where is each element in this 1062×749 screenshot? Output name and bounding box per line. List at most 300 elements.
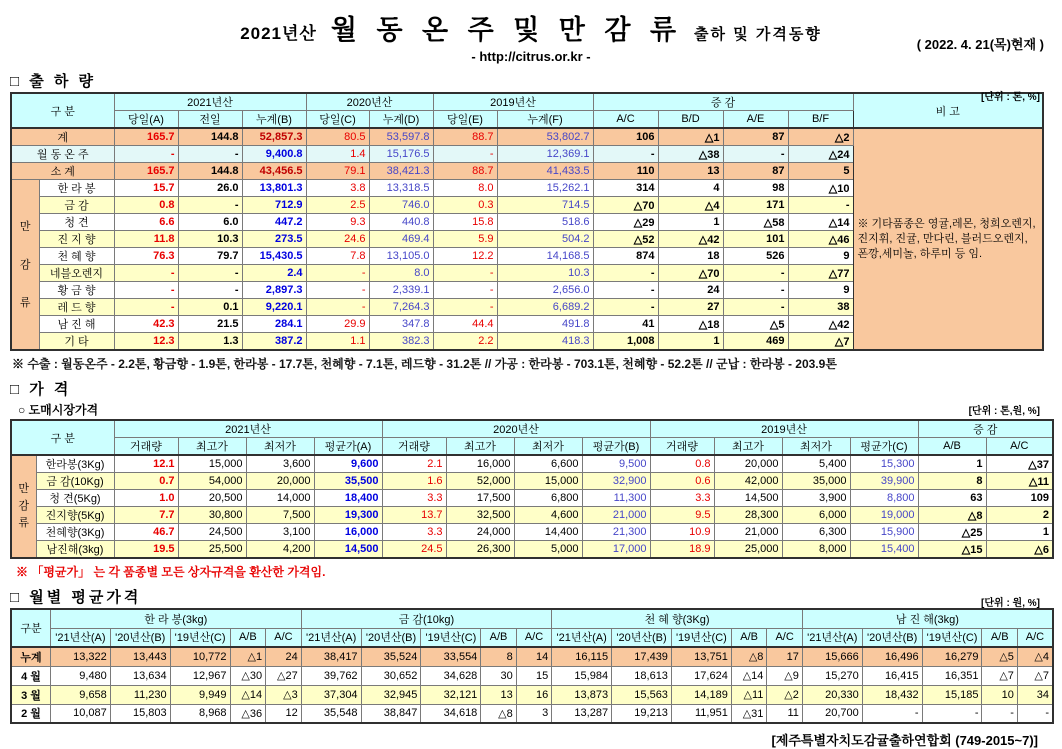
value-cell: 11,230 (110, 685, 170, 704)
value-cell: △42 (788, 316, 853, 333)
value-cell: 12.2 (433, 248, 497, 265)
value-cell: - (114, 265, 178, 282)
col-header: 최고가 (446, 438, 514, 456)
value-cell: 0.6 (650, 473, 714, 490)
value-cell: 52,857.3 (242, 128, 306, 146)
value-cell: 41 (593, 316, 658, 333)
value-cell: 14 (516, 647, 551, 666)
value-cell: 15,176.5 (369, 146, 433, 163)
col-group-2021: 2021년산 (114, 93, 306, 111)
value-cell: 15,400 (850, 541, 918, 559)
value-cell: - (433, 265, 497, 282)
value-cell: △1 (230, 647, 266, 666)
row-label: 3 월 (11, 685, 50, 704)
value-cell: 10.3 (497, 265, 593, 282)
value-cell: 1 (658, 214, 723, 231)
value-cell: 41,433.5 (497, 163, 593, 180)
value-cell: 19,213 (612, 704, 672, 723)
value-cell: 24.6 (306, 231, 369, 248)
value-cell: 13,873 (552, 685, 612, 704)
col-header: B/F (788, 111, 853, 129)
value-cell: - (114, 282, 178, 299)
value-cell: 80.5 (306, 128, 369, 146)
col-header: 당일(A) (114, 111, 178, 129)
col-header-gubun: 구 분 (11, 420, 114, 455)
col-header: 최고가 (714, 438, 782, 456)
value-cell: 32,500 (446, 507, 514, 524)
value-cell: 3.3 (382, 490, 446, 507)
value-cell: △58 (723, 214, 788, 231)
subsection-title-wholesale: ○ 도매시장가격 (18, 403, 99, 417)
value-cell: △10 (788, 180, 853, 197)
value-cell: - (306, 282, 369, 299)
page-title (8, 4, 1054, 47)
col-header: '19년산(C) (421, 628, 481, 647)
value-cell: 8 (918, 473, 986, 490)
value-cell: 13,318.5 (369, 180, 433, 197)
value-cell: - (593, 265, 658, 282)
row-label: 청 견(5Kg) (36, 490, 114, 507)
value-cell: 440.8 (369, 214, 433, 231)
value-cell: △8 (918, 507, 986, 524)
value-cell: 9,480 (50, 666, 110, 685)
row-label: 청 견 (39, 214, 114, 231)
section-title-price: □ 가 격 (10, 381, 72, 398)
value-cell: 10,772 (170, 647, 230, 666)
value-cell: 98 (723, 180, 788, 197)
value-cell: 8.0 (369, 265, 433, 282)
value-cell: 3.8 (306, 180, 369, 197)
value-cell: 9,658 (50, 685, 110, 704)
value-cell: 38,421.3 (369, 163, 433, 180)
value-cell: 15,300 (850, 455, 918, 473)
value-cell: 9,600 (314, 455, 382, 473)
col-header: '19년산(C) (170, 628, 230, 647)
value-cell: △42 (658, 231, 723, 248)
value-cell: 11,300 (582, 490, 650, 507)
value-cell: - (433, 299, 497, 316)
row-label: 네블오렌지 (39, 265, 114, 282)
value-cell: 42.3 (114, 316, 178, 333)
shipment-row (11, 128, 1043, 146)
col-header: '20년산(B) (612, 628, 672, 647)
value-cell: 15,000 (514, 473, 582, 490)
value-cell: △25 (918, 524, 986, 541)
price-footnote: ※ 「평균가」 는 각 품종별 모든 상자규격을 환산한 가격임. (16, 565, 326, 579)
value-cell: 6,600 (514, 455, 582, 473)
value-cell: 5 (788, 163, 853, 180)
value-cell: 20,000 (714, 455, 782, 473)
value-cell: 76.3 (114, 248, 178, 265)
value-cell: 1.3 (178, 333, 242, 351)
value-cell: 3 (516, 704, 551, 723)
value-cell: 447.2 (242, 214, 306, 231)
value-cell: 15,262.1 (497, 180, 593, 197)
value-cell: 0.8 (650, 455, 714, 473)
value-cell: 15.7 (114, 180, 178, 197)
value-cell: - (723, 265, 788, 282)
value-cell: 5.9 (433, 231, 497, 248)
title-main: 월 동 온 주 및 만 감 류 (330, 15, 683, 45)
col-header: 최저가 (782, 438, 850, 456)
value-cell: 6,800 (514, 490, 582, 507)
value-cell: 53,802.7 (497, 128, 593, 146)
value-cell: - (922, 704, 982, 723)
value-cell: 746.0 (369, 197, 433, 214)
value-cell: 16,415 (862, 666, 922, 685)
value-cell: 53,597.8 (369, 128, 433, 146)
col-header: 최저가 (246, 438, 314, 456)
value-cell: 8 (481, 647, 516, 666)
value-cell: △2 (788, 128, 853, 146)
col-group-hallabong: 한 라 봉(3kg) (50, 609, 301, 628)
value-cell: 87 (723, 163, 788, 180)
unit-label-shipment: [단위 : 톤, %] (981, 92, 1040, 103)
col-header: A/B (982, 628, 1017, 647)
value-cell: △4 (1017, 647, 1053, 666)
value-cell: 15.8 (433, 214, 497, 231)
wholesale-price-table (10, 419, 1054, 559)
row-label: 남진해(3kg) (36, 541, 114, 559)
value-cell: 18,400 (314, 490, 382, 507)
monthly-row (11, 685, 1053, 704)
value-cell: 518.6 (497, 214, 593, 231)
value-cell: 1.6 (382, 473, 446, 490)
col-header: 평균가(C) (850, 438, 918, 456)
value-cell: 15,984 (552, 666, 612, 685)
value-cell: 13,443 (110, 647, 170, 666)
value-cell: 38,847 (361, 704, 421, 723)
value-cell: 109 (986, 490, 1053, 507)
value-cell: 504.2 (497, 231, 593, 248)
value-cell: 38 (788, 299, 853, 316)
value-cell: 2,339.1 (369, 282, 433, 299)
col-header: 누계(D) (369, 111, 433, 129)
value-cell: △6 (986, 541, 1053, 559)
col-header: A/C (266, 628, 302, 647)
value-cell: 35,500 (314, 473, 382, 490)
report-date: ( 2022. 4. 21(목)현재 ) (916, 37, 1044, 52)
value-cell: 20,330 (802, 685, 862, 704)
row-label: 남 진 해 (39, 316, 114, 333)
group-label-mangamryu: 만 감 류 (11, 180, 39, 351)
col-group-change: 증 감 (918, 420, 1053, 438)
value-cell: 14,500 (314, 541, 382, 559)
col-header: 전일 (178, 111, 242, 129)
value-cell: 491.8 (497, 316, 593, 333)
value-cell: 44.4 (433, 316, 497, 333)
value-cell: △5 (982, 647, 1017, 666)
monthly-header-groups (11, 609, 1053, 628)
value-cell: 712.9 (242, 197, 306, 214)
value-cell: 14,189 (671, 685, 731, 704)
value-cell: 16,496 (862, 647, 922, 666)
value-cell: △8 (481, 704, 516, 723)
row-label: 천 혜 향 (39, 248, 114, 265)
value-cell: 13,105.0 (369, 248, 433, 265)
value-cell: - (593, 282, 658, 299)
value-cell: 15,270 (802, 666, 862, 685)
value-cell: 87 (723, 128, 788, 146)
value-cell: △14 (230, 685, 266, 704)
value-cell: △7 (788, 333, 853, 351)
value-cell: 15,430.5 (242, 248, 306, 265)
value-cell: △2 (767, 685, 802, 704)
price-row (11, 524, 1053, 541)
title-year: 2021년산 (240, 24, 317, 43)
value-cell: 382.3 (369, 333, 433, 351)
value-cell: 24 (658, 282, 723, 299)
value-cell: 24,500 (178, 524, 246, 541)
value-cell: 874 (593, 248, 658, 265)
value-cell: 17,000 (582, 541, 650, 559)
value-cell: 21,300 (582, 524, 650, 541)
value-cell: △1 (658, 128, 723, 146)
price-row (11, 507, 1053, 524)
value-cell: 284.1 (242, 316, 306, 333)
value-cell: 21,000 (582, 507, 650, 524)
row-label: 황 금 향 (39, 282, 114, 299)
value-cell: △37 (986, 455, 1053, 473)
value-cell: 9.5 (650, 507, 714, 524)
value-cell: - (788, 197, 853, 214)
value-cell: - (306, 265, 369, 282)
value-cell: 165.7 (114, 128, 178, 146)
value-cell: 469.4 (369, 231, 433, 248)
col-group-2019: 2019년산 (650, 420, 918, 438)
value-cell: 13 (658, 163, 723, 180)
price-row (11, 490, 1053, 507)
col-header: 당일(E) (433, 111, 497, 129)
value-cell: △77 (788, 265, 853, 282)
value-cell: 0.7 (114, 473, 178, 490)
value-cell: 347.8 (369, 316, 433, 333)
value-cell: - (433, 282, 497, 299)
value-cell: 18.9 (650, 541, 714, 559)
value-cell: 30 (481, 666, 516, 685)
row-label: 천혜향(3Kg) (36, 524, 114, 541)
col-header: 당일(C) (306, 111, 369, 129)
value-cell: 8,968 (170, 704, 230, 723)
value-cell: 24 (266, 647, 302, 666)
value-cell: - (178, 282, 242, 299)
value-cell: 2.5 (306, 197, 369, 214)
value-cell: 1 (658, 333, 723, 351)
value-cell: 14,400 (514, 524, 582, 541)
value-cell: △7 (1017, 666, 1053, 685)
value-cell: 5,400 (782, 455, 850, 473)
col-group-kumquat: 금 감(10kg) (301, 609, 552, 628)
value-cell: 42,000 (714, 473, 782, 490)
price-row (11, 455, 1053, 473)
value-cell: 21,000 (714, 524, 782, 541)
value-cell: 5,000 (514, 541, 582, 559)
group-label-mangamryu: 만 감 류 (11, 455, 36, 558)
value-cell: 16,115 (552, 647, 612, 666)
value-cell: 3.3 (650, 490, 714, 507)
row-label: 금 감(10Kg) (36, 473, 114, 490)
col-group-namjinhae: 남 진 해(3kg) (802, 609, 1053, 628)
value-cell: 25,000 (714, 541, 782, 559)
value-cell: 39,762 (301, 666, 361, 685)
row-label: 한라봉(3Kg) (36, 455, 114, 473)
value-cell: 52,000 (446, 473, 514, 490)
value-cell: 4 (658, 180, 723, 197)
col-header: B/D (658, 111, 723, 129)
section-title-shipment: □ 출 하 량 (10, 73, 97, 90)
publisher-footer: [제주특별자치도감귤출하연합회 (749-2015~7)] (771, 733, 1038, 748)
value-cell: 19,300 (314, 507, 382, 524)
col-header: A/C (1017, 628, 1053, 647)
value-cell: 10.9 (650, 524, 714, 541)
col-header: '21년산(A) (301, 628, 361, 647)
monthly-row (11, 704, 1053, 723)
col-header-remark: 비 고 (853, 93, 1043, 128)
value-cell: 12.1 (114, 455, 178, 473)
col-header: '19년산(C) (922, 628, 982, 647)
value-cell: 46.7 (114, 524, 178, 541)
value-cell: 28,300 (714, 507, 782, 524)
value-cell: 14,168.5 (497, 248, 593, 265)
value-cell: 24.5 (382, 541, 446, 559)
value-cell: 35,524 (361, 647, 421, 666)
value-cell: 12,967 (170, 666, 230, 685)
value-cell: 2 (986, 507, 1053, 524)
value-cell: 26,300 (446, 541, 514, 559)
row-label: 소 계 (11, 163, 114, 180)
value-cell: △9 (767, 666, 802, 685)
value-cell: 79.1 (306, 163, 369, 180)
value-cell: 20,000 (246, 473, 314, 490)
value-cell: △52 (593, 231, 658, 248)
value-cell: 1,008 (593, 333, 658, 351)
value-cell: 30,800 (178, 507, 246, 524)
unit-label-monthly: [단위 : 원, %] (981, 598, 1040, 609)
value-cell: 9 (788, 248, 853, 265)
value-cell: 1.0 (114, 490, 178, 507)
col-header: A/C (593, 111, 658, 129)
value-cell: 79.7 (178, 248, 242, 265)
value-cell: 2.2 (433, 333, 497, 351)
value-cell: 19,000 (850, 507, 918, 524)
col-group-2019: 2019년산 (433, 93, 593, 111)
value-cell: 7.7 (114, 507, 178, 524)
value-cell: 0.3 (433, 197, 497, 214)
value-cell: 16,279 (922, 647, 982, 666)
value-cell: 3,600 (246, 455, 314, 473)
value-cell: 10.3 (178, 231, 242, 248)
value-cell: 29.9 (306, 316, 369, 333)
value-cell: △3 (266, 685, 302, 704)
col-group-change: 증 감 (593, 93, 853, 111)
value-cell: △70 (658, 265, 723, 282)
value-cell: △11 (986, 473, 1053, 490)
value-cell: 54,000 (178, 473, 246, 490)
value-cell: 27 (658, 299, 723, 316)
value-cell: 8.0 (433, 180, 497, 197)
value-cell: △38 (658, 146, 723, 163)
col-header: '21년산(A) (50, 628, 110, 647)
row-label: 레 드 향 (39, 299, 114, 316)
value-cell: △14 (788, 214, 853, 231)
value-cell: 17,624 (671, 666, 731, 685)
col-header: 누계(B) (242, 111, 306, 129)
value-cell: 17,500 (446, 490, 514, 507)
value-cell: 3,100 (246, 524, 314, 541)
col-header: '21년산(A) (552, 628, 612, 647)
value-cell: - (178, 146, 242, 163)
value-cell: 17 (767, 647, 802, 666)
value-cell: 12,369.1 (497, 146, 593, 163)
value-cell: 0.8 (114, 197, 178, 214)
value-cell: △70 (593, 197, 658, 214)
value-cell: 418.3 (497, 333, 593, 351)
value-cell: 32,900 (582, 473, 650, 490)
value-cell: 32,945 (361, 685, 421, 704)
value-cell: 11 (767, 704, 802, 723)
value-cell: 3.3 (382, 524, 446, 541)
value-cell: 88.7 (433, 163, 497, 180)
value-cell: - (433, 146, 497, 163)
value-cell: △27 (266, 666, 302, 685)
value-cell: 13,751 (671, 647, 731, 666)
value-cell: 10,087 (50, 704, 110, 723)
monthly-row (11, 647, 1053, 666)
value-cell: 9,400.8 (242, 146, 306, 163)
value-cell: 165.7 (114, 163, 178, 180)
value-cell: 387.2 (242, 333, 306, 351)
value-cell: 106 (593, 128, 658, 146)
row-label: 기 타 (39, 333, 114, 351)
value-cell: 34,618 (421, 704, 481, 723)
value-cell: 19.5 (114, 541, 178, 559)
value-cell: 35,548 (301, 704, 361, 723)
value-cell: 6,689.2 (497, 299, 593, 316)
value-cell: 34 (1017, 685, 1053, 704)
value-cell: △31 (731, 704, 767, 723)
value-cell: △7 (982, 666, 1017, 685)
value-cell: 16 (516, 685, 551, 704)
value-cell: 6.0 (178, 214, 242, 231)
col-header: A/C (767, 628, 802, 647)
value-cell: 526 (723, 248, 788, 265)
value-cell: 2.4 (242, 265, 306, 282)
value-cell: △30 (230, 666, 266, 685)
value-cell: - (982, 704, 1017, 723)
value-cell: 714.5 (497, 197, 593, 214)
value-cell: 10 (982, 685, 1017, 704)
value-cell: 273.5 (242, 231, 306, 248)
row-label: 한 라 봉 (39, 180, 114, 197)
value-cell: 63 (918, 490, 986, 507)
value-cell: 33,554 (421, 647, 481, 666)
value-cell: 13,634 (110, 666, 170, 685)
value-cell: 43,456.5 (242, 163, 306, 180)
price-header-sub (11, 438, 1053, 456)
shipment-table (10, 92, 1044, 351)
site-url[interactable]: - http://citrus.or.kr - (471, 49, 591, 64)
value-cell: 88.7 (433, 128, 497, 146)
value-cell: 9,220.1 (242, 299, 306, 316)
value-cell: 4,600 (514, 507, 582, 524)
value-cell: 14,500 (714, 490, 782, 507)
value-cell: 1 (918, 455, 986, 473)
value-cell: 20,700 (802, 704, 862, 723)
monthly-average-price-table (10, 608, 1054, 724)
row-label: 금 감 (39, 197, 114, 214)
value-cell: 144.8 (178, 128, 242, 146)
value-cell: 11.8 (114, 231, 178, 248)
